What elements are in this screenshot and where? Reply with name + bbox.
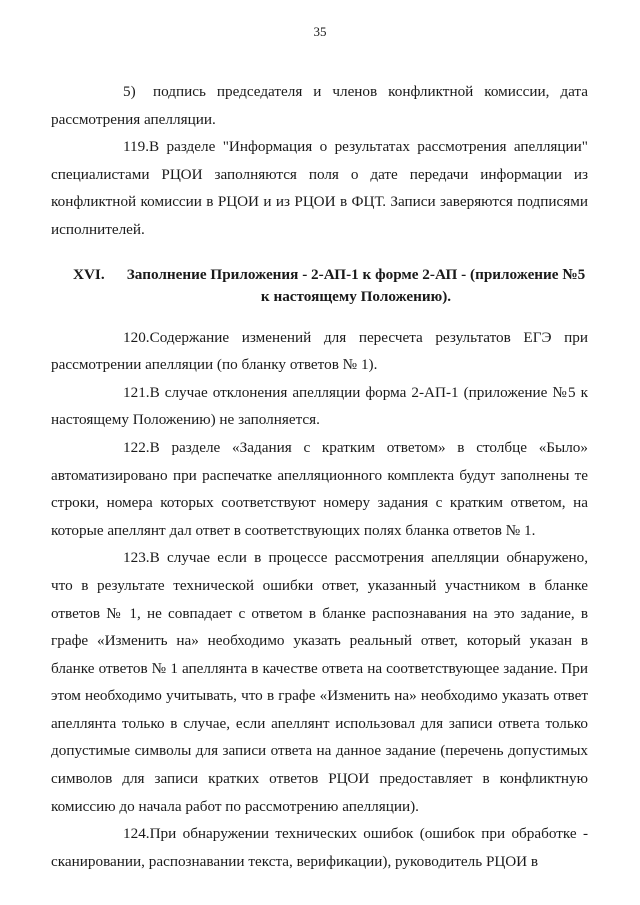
paragraph-text: Содержание изменений для пересчета результатов ЕГЭ при рассмотрении апелляции (по бланку ответов № 1). (51, 328, 588, 374)
section-number: XVI. (73, 265, 105, 283)
page-number: 35 (313, 24, 327, 39)
paragraph-item-5 (51, 78, 588, 133)
paragraph-text: В случае отклонения апелляции форма 2-АП-1 (приложение №5 к настоящему Положению) не заполняется. (51, 383, 588, 429)
item-number: 119. (123, 138, 150, 156)
section-heading (51, 264, 588, 308)
item-number: 123. (123, 549, 150, 567)
paragraph-text: В случае если в процессе рассмотрения апелляции обнаружено, что в результате технической ошибки ответ, указанный участником в бланке ответов № 1, не совпадает с ответом в бланке распознавания на это задание, в графе «Изменить на» необходимо указать реальный ответ, который указан в бланке ответов № 1 апеллянта в качестве ответа на соответствующее задание. При этом необходимо учитывать, что в графе «Изменить на» необходимо указать ответ апеллянта только в случае, если апеллянт использовал для записи ответа только допустимые символы для записи ответа на данное задание (перечень допустимых символов для записи кратких ответов РЦОИ предоставляет в конфликтную комиссию до начала работ по рассмотрению апелляции). (51, 549, 588, 815)
item-number: 121. (123, 383, 150, 401)
item-number: 120. (123, 328, 150, 346)
item-number: 5) (123, 83, 136, 100)
item-number: 122. (123, 438, 150, 456)
paragraph-text: В разделе «Задания с кратким ответом» в столбце «Было» автоматизировано при распечатке апелляционного комплекта будут заполнены те строки, номера которых соответствуют номеру задания с кратким ответом, на которые апеллянт дал ответ в соответствующих полях бланка ответов № 1. (51, 438, 588, 539)
paragraph-text: При обнаружении технических ошибок (ошибок при обработке - сканировании, распознавании текста, верификации), руководитель РЦОИ в (51, 825, 588, 870)
paragraph-text: В разделе "Информация о результатах рассмотрения апелляции" специалистами РЦОИ заполняются поля о дате передачи информации из конфликтной комиссии в РЦОИ и из РЦОИ в ФЦТ. Записи заверяются подписями исполнителей. (51, 138, 588, 238)
paragraph-123 (51, 544, 588, 820)
paragraph-121 (51, 379, 588, 434)
paragraph-120 (51, 324, 588, 379)
item-number: 124. (123, 825, 150, 843)
paragraph-124 (51, 820, 588, 875)
paragraph-text: подпись председателя и членов конфликтной комиссии, дата рассмотрения апелляции. (51, 83, 588, 128)
document-body (51, 78, 588, 875)
paragraph-119 (51, 133, 588, 243)
section-title: Заполнение Приложения - 2-АП-1 к форме 2-АП - (приложение №5 к настоящему Положению). (126, 265, 586, 305)
paragraph-122 (51, 434, 588, 544)
